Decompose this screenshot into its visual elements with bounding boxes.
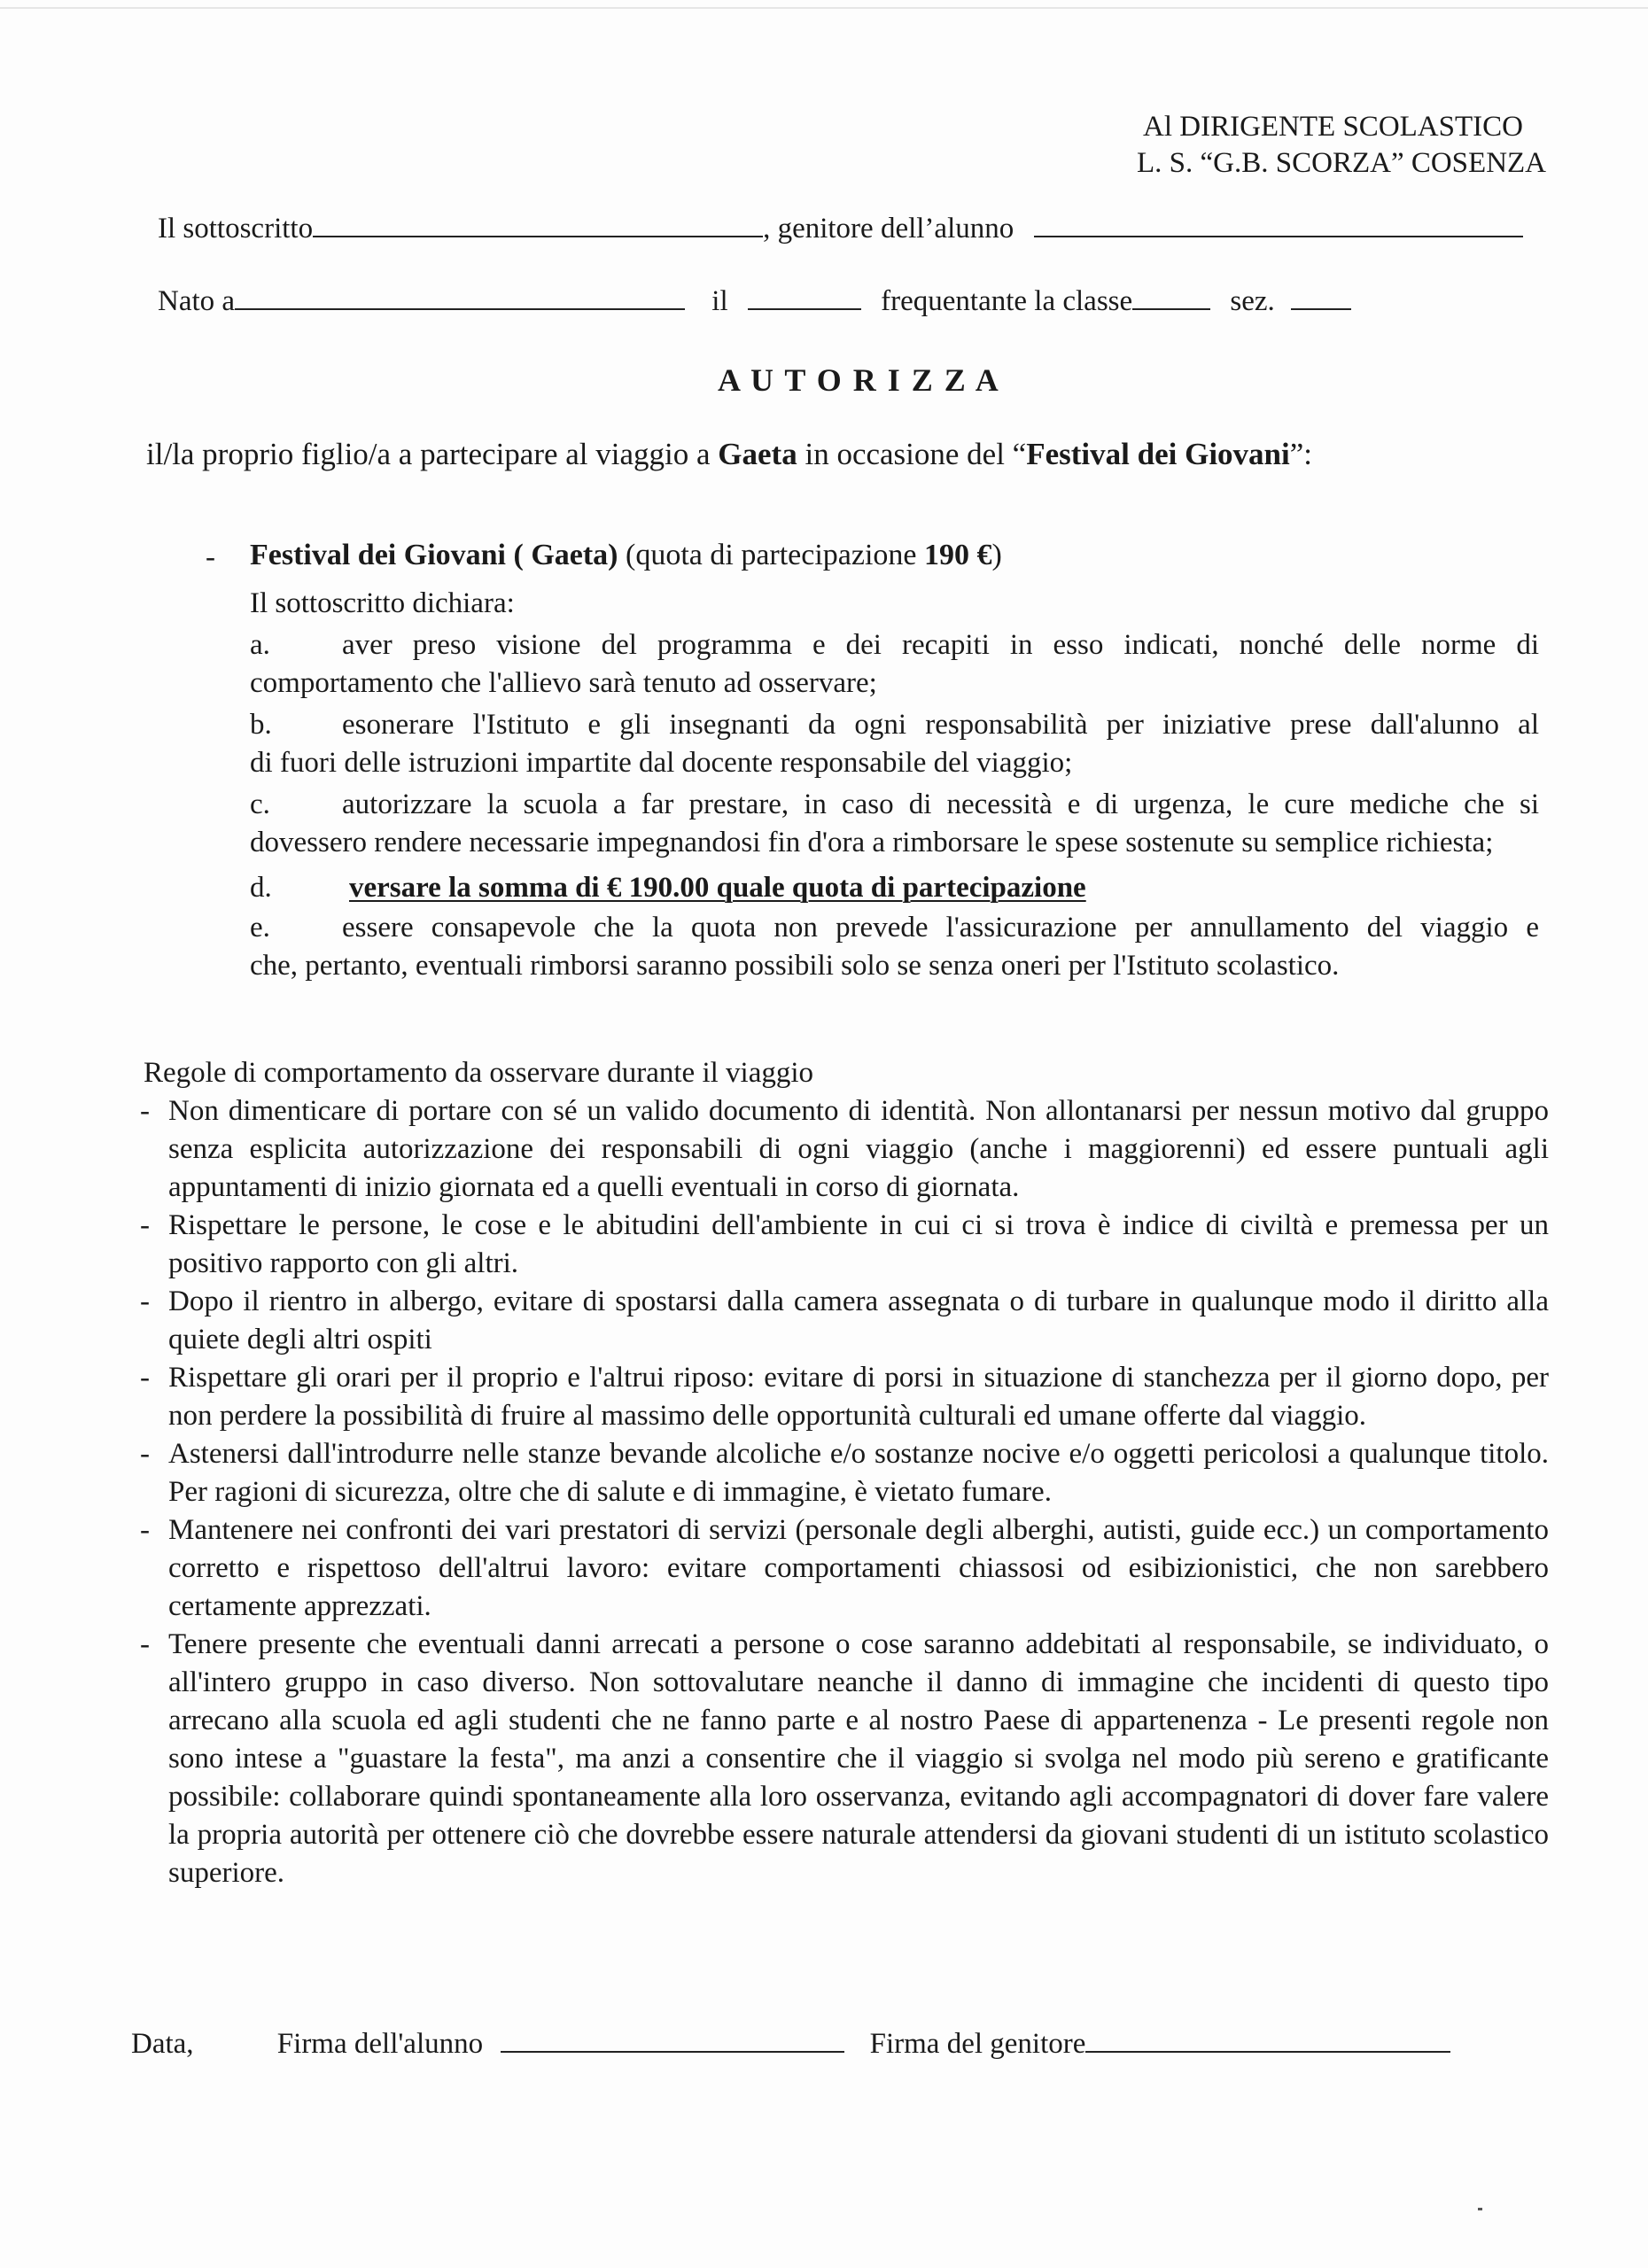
rule-item: [140, 1359, 1549, 1435]
rule-text: Dopo il rientro in albergo, evitare di spostarsi dalla camera assegnata o di turbare in qualunque modo il diritto alla quiete degli altri ospiti: [168, 1285, 1549, 1355]
trip-line: [250, 537, 1002, 574]
rule-item: [140, 1207, 1549, 1283]
rules-heading: Regole di comportamento da osservare durante il viaggio: [144, 1057, 814, 1089]
rule-dash: -: [140, 1095, 150, 1127]
item-continuation: dovessero rendere necessarie impegnandosi fin d'ora a rimborsare le spese sostenute su semplice richiesta;: [250, 827, 1494, 858]
trip-quota-value: 190 €: [924, 539, 992, 571]
rule-text: Mantenere nei confronti dei vari prestatori di servizi (personale degli alberghi, autisti, guide ecc.) un comportamento corretto e rispettoso dell'altrui lavoro: evitare comportamenti chiassosi od esibizionistici, che non sarebbero certamente apprezzati.: [168, 1514, 1549, 1622]
item-letter: a.: [250, 629, 270, 661]
scan-speck: [1478, 2208, 1482, 2210]
form-line-1: [158, 209, 1523, 247]
item-letter: b.: [250, 709, 272, 741]
intro-part-2: in occasione del “: [797, 437, 1027, 471]
rule-dash: -: [140, 1628, 150, 1660]
data-label: Data,: [131, 2028, 194, 2060]
scan-edge: [0, 7, 1648, 9]
item-letter: c.: [250, 788, 270, 820]
item-continuation: di fuori delle istruzioni impartite dal docente responsabile del viaggio;: [250, 747, 1073, 779]
page-title: A U T O R I Z Z A: [718, 362, 1000, 398]
intro-text: [146, 436, 1312, 473]
rule-dash: -: [140, 1438, 150, 1470]
sez-label: sez.: [1230, 285, 1275, 317]
rule-text: Tenere presente che eventuali danni arrecati a persone o cose saranno addebitati al responsabile, se individuato, o all'intero gruppo in caso diverso. Non sottovalutare neanche il danno di immagine che incidenti di questo tipo arrecano alla scuola ed agli studenti che ne fanno parte e al nostro Paese di appartenenza - Le presenti regole non sono intese a "guastare la festa", ma anzi a consentire che il viaggio si svolga nel modo più sereno e gratificante possibile: collaborare quindi spontaneamente alla loro osservanza, evitando agli accompagnatori di dover fare valere la propria autorità per ottenere ciò che dovrebbe essere naturale attendersi da giovani studenti di un istituto scolastico superiore.: [168, 1628, 1549, 1889]
intro-part-3: ”:: [1289, 437, 1312, 471]
intro-event: Festival dei Giovani: [1026, 437, 1290, 471]
sez-field[interactable]: [1291, 282, 1351, 310]
rule-item: [140, 1626, 1549, 1892]
rule-text: Rispettare le persone, le cose e le abitudini dell'ambiente in cui ci si trova è indice di civiltà e premessa per un positivo rapporto con gli altri.: [168, 1209, 1549, 1279]
rule-text: Astenersi dall'introdurre nelle stanze bevande alcoliche e/o sostanze nocive e/o oggetti pericolosi a qualunque titolo. Per ragioni di sicurezza, oltre che di salute e di immagine, è vietato fumare.: [168, 1438, 1549, 1508]
item-continuation: comportamento che l'allievo sarà tenuto ad osservare;: [250, 667, 877, 699]
trip-quota-label: (quota di partecipazione: [618, 539, 925, 571]
rule-dash: -: [140, 1209, 150, 1241]
declaration-item-d: [250, 869, 1539, 907]
rule-dash: -: [140, 1514, 150, 1546]
declaration-list: [250, 626, 1539, 985]
item-text: essere consapevole che la quota non prevede l'assicurazione per annullamento del viaggio e: [342, 912, 1539, 944]
recipient-line-2: L. S. “G.B. SCORZA” COSENZA: [1137, 147, 1547, 179]
trip-quota-close: ): [991, 539, 1002, 571]
declaration-item-a: [250, 626, 1539, 664]
trip-dash: -: [206, 541, 215, 573]
declaration-item-e: [250, 909, 1539, 947]
nato-field[interactable]: [235, 282, 685, 310]
nato-label: Nato a: [158, 285, 236, 317]
firma-alunno-label: Firma dell'alunno: [276, 2028, 484, 2060]
intro-place: Gaeta: [718, 437, 797, 471]
intro-part-1: il/la proprio figlio/a a partecipare al viaggio a: [146, 437, 719, 471]
item-text: autorizzare la scuola a far prestare, in caso di necessità e di urgenza, le cure mediche che si: [342, 788, 1539, 820]
item-letter: d.: [250, 872, 272, 904]
declares-label: Il sottoscritto dichiara:: [250, 587, 515, 619]
rule-text: Rispettare gli orari per il proprio e l'altrui riposo: evitare di porsi in situazione di stanchezza per il giorno dopo, per non perdere la possibilità di fruire al massimo delle opportunità culturali ed umane offerte dal viaggio.: [168, 1362, 1549, 1432]
rule-text: Non dimenticare di portare con sé un valido documento di identità. Non allontanarsi per nessun motivo dal gruppo senza esplicita autorizzazione dei responsabili di ogni viaggio (anche i maggiorenni) ed essere puntuali agli appuntamenti di inizio giornata ed a quelli eventuali in corso di giornata.: [168, 1095, 1549, 1203]
rule-item: [140, 1092, 1549, 1207]
alunno-field[interactable]: [1034, 209, 1523, 237]
il-label: il: [711, 285, 728, 317]
declaration-item-c: [250, 786, 1539, 824]
rule-item: [140, 1511, 1549, 1626]
footer-line: [131, 2024, 1450, 2062]
firma-genitore-field[interactable]: [1085, 2024, 1450, 2053]
rule-dash: -: [140, 1285, 150, 1317]
rule-item: [140, 1283, 1549, 1359]
item-text-highlight: versare la somma di € 190.00 quale quota di partecipazione: [349, 872, 1086, 904]
declaration-item-b: [250, 706, 1539, 744]
firma-alunno-field[interactable]: [501, 2024, 844, 2053]
frequentante-label: frequentante la classe: [881, 285, 1133, 317]
form-line-2: [158, 282, 1351, 320]
item-letter: e.: [250, 912, 270, 944]
rules-list: [140, 1092, 1549, 1892]
item-continuation: che, pertanto, eventuali rimborsi saranno possibili solo se senza oneri per l'Istituto scolastico.: [250, 950, 1340, 982]
rule-dash: -: [140, 1362, 150, 1394]
sottoscritto-label: Il sottoscritto: [158, 213, 314, 245]
classe-field[interactable]: [1132, 282, 1210, 310]
item-text: aver preso visione del programma e dei recapiti in esso indicati, nonché delle norme di: [342, 629, 1539, 661]
rule-item: [140, 1435, 1549, 1511]
item-text: esonerare l'Istituto e gli insegnanti da ogni responsabilità per iniziative prese dall'alunno al: [342, 709, 1539, 741]
trip-name: Festival dei Giovani ( Gaeta): [250, 539, 618, 571]
recipient-line-1: Al DIRIGENTE SCOLASTICO: [1143, 111, 1523, 143]
sottoscritto-field[interactable]: [313, 209, 763, 237]
genitore-label: , genitore dell’alunno: [763, 213, 1014, 245]
date-field[interactable]: [748, 282, 861, 310]
firma-genitore-label: Firma del genitore: [869, 2028, 1086, 2060]
